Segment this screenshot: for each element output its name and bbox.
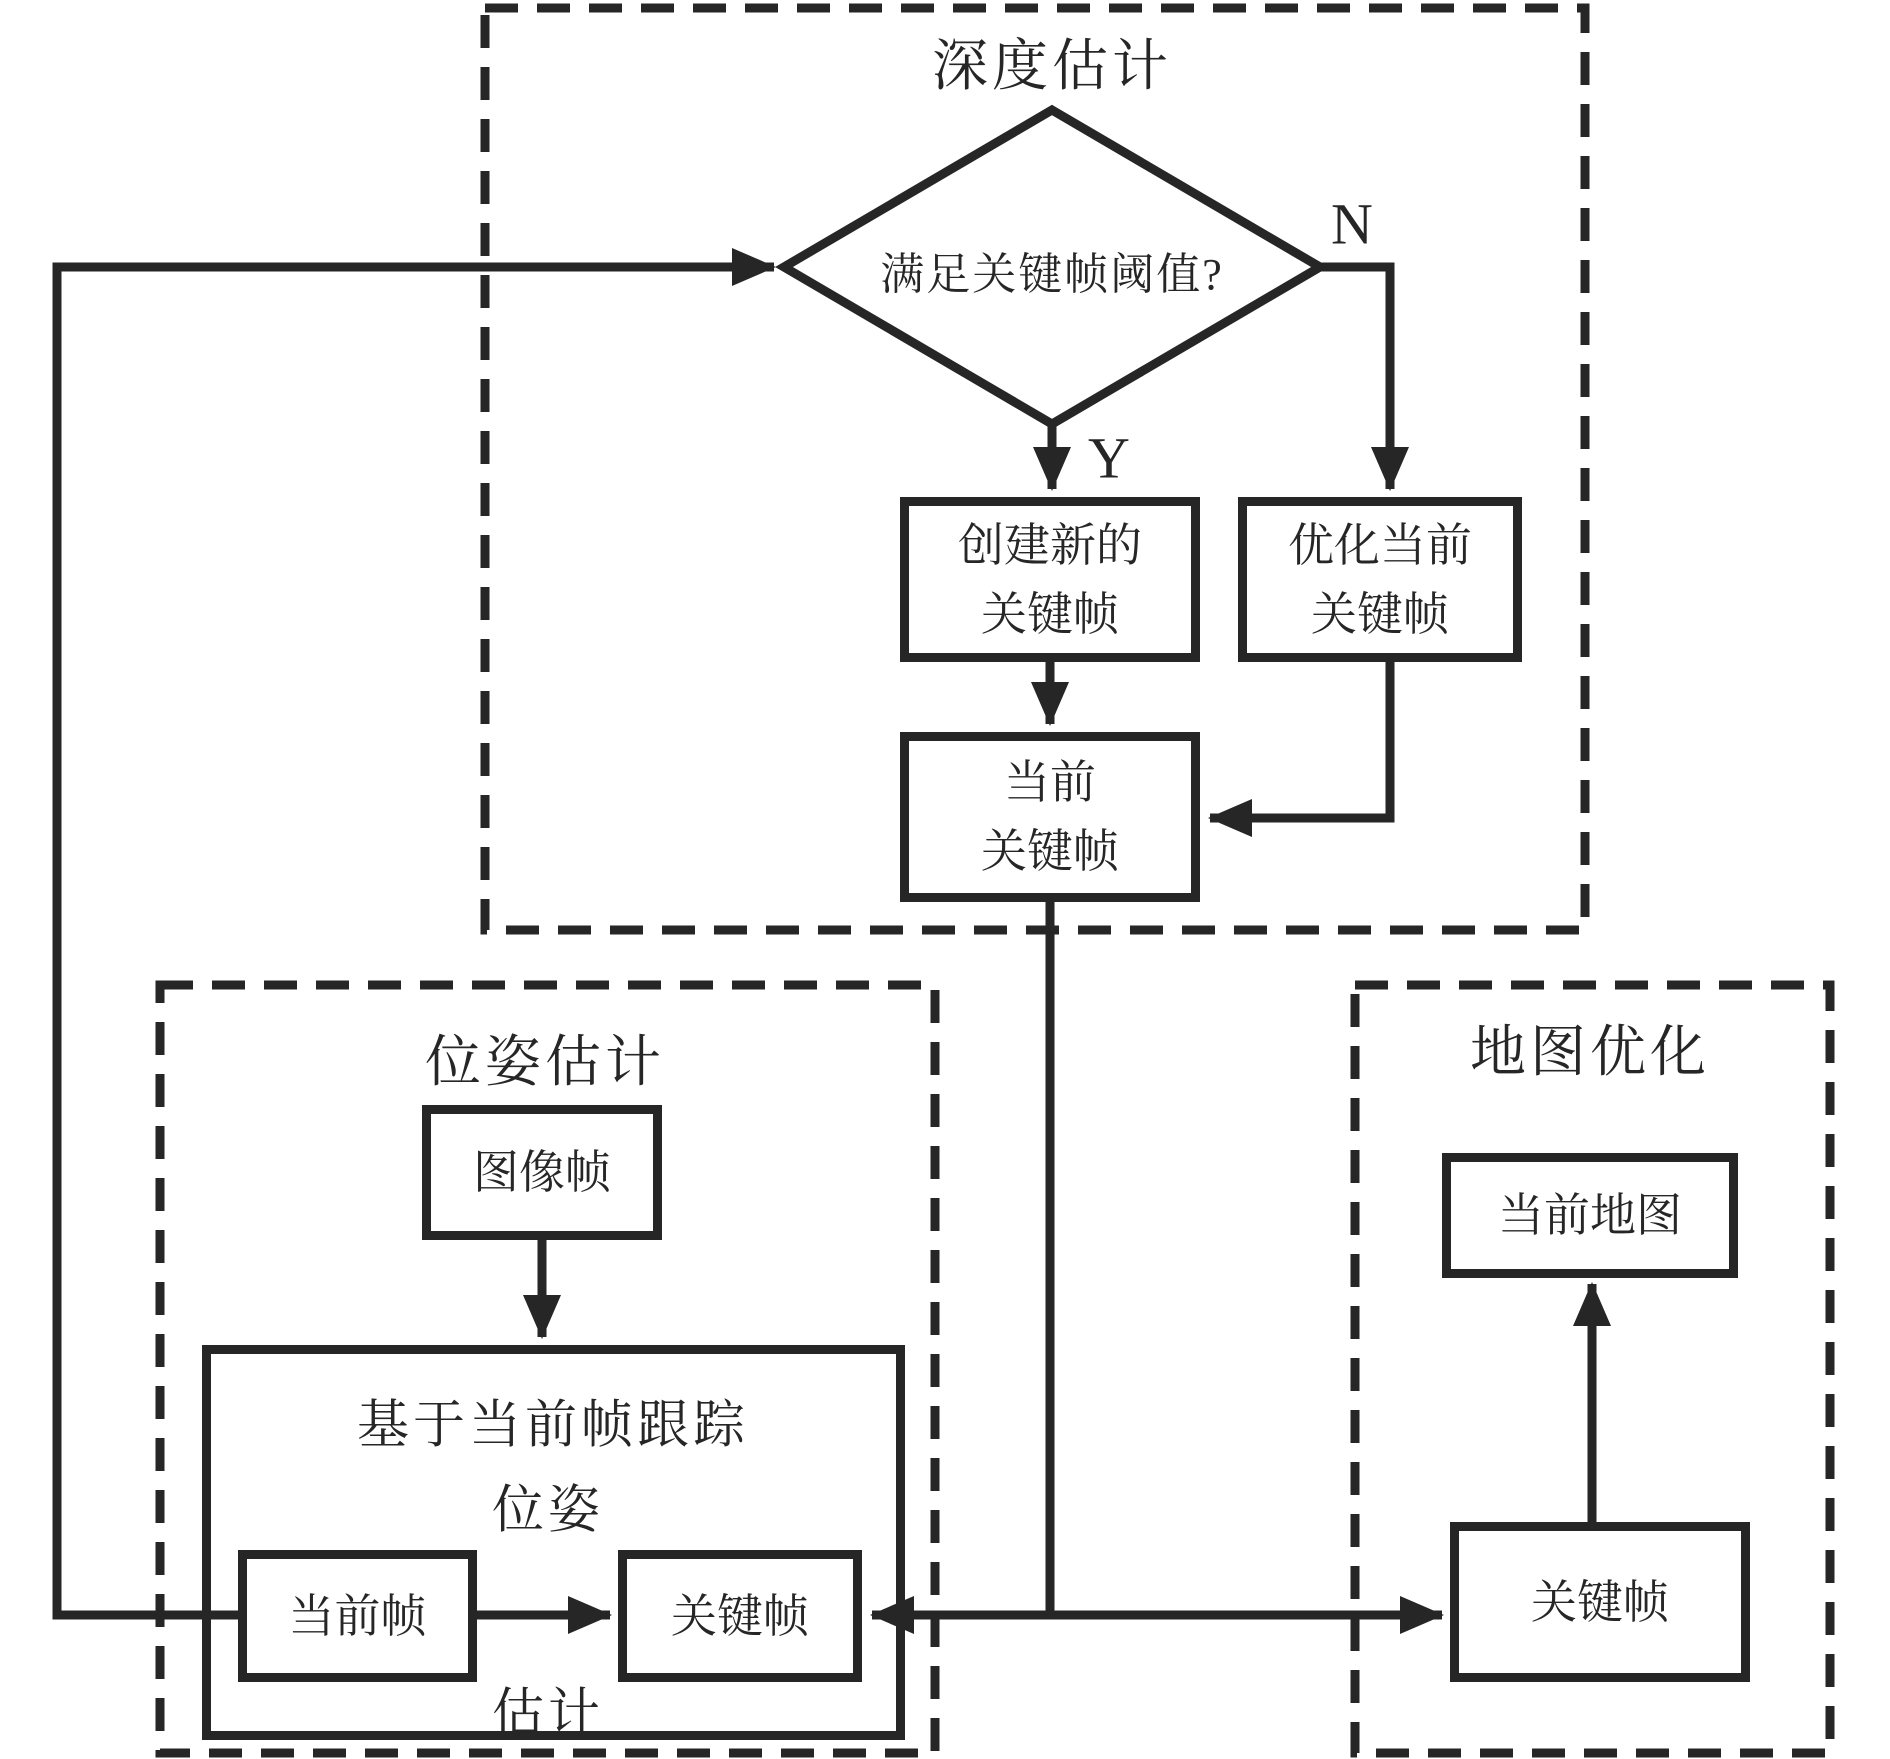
current-map-box <box>1442 1153 1738 1278</box>
edge-decision-no <box>1320 267 1390 489</box>
image-frame-label: 图像帧 <box>473 1147 611 1198</box>
image-frame-box <box>422 1105 662 1240</box>
decision-label: 满足关键帧阈值? <box>880 250 1224 299</box>
pose-keyframe-box <box>618 1550 862 1682</box>
depth-estimation-group-title: 深度估计 <box>932 36 1172 98</box>
tracking-label-estimate: 估计 <box>491 1685 605 1743</box>
optimize-current-keyframe-line1: 优化当前 <box>1288 519 1472 571</box>
map-keyframe-box <box>1450 1522 1750 1682</box>
map-keyframe-label: 关键帧 <box>1531 1576 1669 1628</box>
tracking-label-pose: 位姿 <box>491 1482 605 1540</box>
current-map-label: 当前地图 <box>1498 1190 1682 1241</box>
create-new-keyframe-box <box>900 497 1200 662</box>
current-keyframe-line1: 当前 <box>1004 757 1096 808</box>
optimize-current-keyframe-box <box>1238 497 1522 662</box>
create-new-keyframe-line2: 关键帧 <box>981 588 1119 640</box>
current-frame-label: 当前帧 <box>288 1590 427 1642</box>
current-keyframe-line2: 关键帧 <box>981 826 1119 877</box>
pose-keyframe-label: 关键帧 <box>671 1590 809 1642</box>
label-yes: Y <box>1088 425 1130 491</box>
current-keyframe-box <box>900 732 1200 902</box>
tracking-box-title: 基于当前帧跟踪 <box>356 1397 750 1455</box>
edge-optimize-to-current <box>1210 662 1390 818</box>
pose-estimation-group-title: 位姿估计 <box>425 1032 665 1094</box>
create-new-keyframe-line1: 创建新的 <box>958 519 1142 571</box>
optimize-current-keyframe-line2: 关键帧 <box>1311 588 1449 640</box>
current-frame-box <box>238 1550 477 1682</box>
label-no: N <box>1331 191 1373 257</box>
map-optimization-group-title: 地图优化 <box>1470 1022 1710 1084</box>
